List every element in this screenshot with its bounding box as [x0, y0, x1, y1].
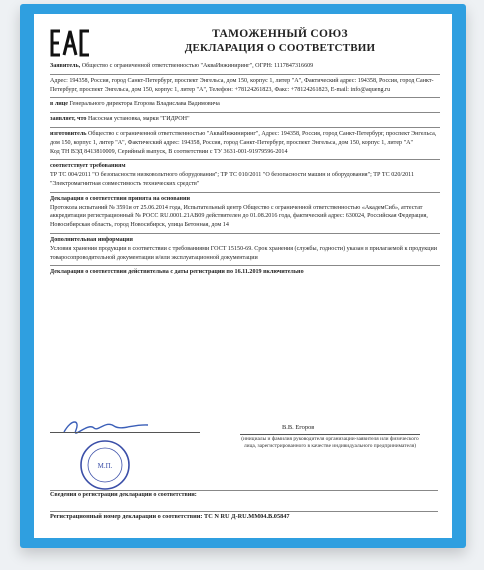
divider: [50, 112, 440, 113]
union-title: ТАМОЖЕННЫЙ СОЮЗ: [212, 28, 348, 40]
divider: [50, 159, 440, 160]
divider: [50, 233, 440, 234]
registration-number: Регистрационный номер декларации о соответствии: ТС N RU Д-RU.ММ04.В.05847: [50, 513, 290, 520]
manufacturer-text: Общество с ограниченной ответственностью "АкваИнжиниринг", Адрес: 194358, Россия, город Санкт-Петербург, проспект Энгельса, дом 150, корпус 1, литер "А", Фактический адрес: 194358, Россия, город Санкт-Петербург, проспект Энгельса, дом 150, корпус 1, литер "А": [50, 130, 437, 146]
declarant-line: [50, 62, 440, 71]
declaration-title: ДЕКЛАРАЦИЯ О СООТВЕТСТВИИ: [184, 42, 376, 54]
product-code: Код ТН ВЭД 8413810009, Серийный выпуск, В соответствии с ТУ 3631-001-91979596-2014: [50, 148, 288, 155]
declaration-body: [50, 62, 440, 277]
requirements-heading: соответствует требованиям: [50, 163, 126, 170]
signature-area: [50, 422, 440, 486]
signature-line: [50, 432, 200, 433]
person-text: Генерального директора Егорова Владислава Вадимовича: [69, 101, 220, 108]
declares-line: [50, 115, 440, 124]
document-frame: [20, 4, 466, 548]
declarant-address: Адрес: 194358, Россия, город Санкт-Петербург, проспект Энгельса, дом 150, корпус 1, литер "А", Фактический адрес: 194358, Россия, город Санкт-Петербург, проспект Энгельса, дом 150, корпус 1, литер "А", Телефон: +78124261823, Факс: +78124261823, E-mail: info@aqueng.ru: [50, 77, 434, 93]
signer-caption: (инициалы и фамилия руководителя организации-заявителя или физического лица, зарегистрированного в качестве индивидуального предпринимателя): [241, 436, 419, 449]
basis-heading: Декларация о соответствии принята на основании: [50, 195, 191, 202]
manufacturer-line: [50, 130, 440, 148]
validity-text: Декларация о соответствии действительна с даты регистрации по 16.11.2019 включительно: [50, 269, 304, 276]
divider: [50, 74, 440, 75]
divider: [50, 192, 440, 193]
additional-text: Условия хранения продукции в соответствии с требованиями ГОСТ 15150-69. Срок хранения (службы, годности) указан в прилагаемой к продукции товаросопроводительной документации и/или эксплуатационной документации: [50, 245, 438, 261]
registration-info-label: Сведения о регистрации декларации о соответствии:: [50, 492, 197, 498]
divider: [50, 97, 440, 98]
additional-heading: Дополнительная информация: [50, 236, 133, 243]
eac-logo-icon: [50, 28, 90, 58]
divider: [50, 127, 440, 128]
divider: [50, 490, 438, 491]
signer-name: В.В. Егоров: [282, 424, 315, 431]
person-line: [50, 100, 440, 109]
declares-label: заявляет, что: [50, 116, 87, 123]
signature-icon: [58, 416, 178, 438]
declares-text: Насосная установка, марки "ГИДРОН": [87, 116, 190, 123]
person-label: в лице: [50, 101, 68, 108]
divider: [50, 265, 440, 266]
stamp-icon: [78, 438, 132, 492]
manufacturer-label: изготовитель: [50, 130, 87, 137]
requirements-text: ТР ТС 004/2011 "О безопасности низковольтного оборудования"; ТР ТС 010/2011 "О безопасности машин и оборудования"; ТР ТС 020/2011 "Электромагнитная совместимость технических средств": [50, 172, 415, 187]
declarant-text: Общество с ограниченной ответственностью "АкваИнжиниринг", ОГРН: 1117847316609: [81, 63, 314, 69]
stamp-label: М.П.: [97, 462, 113, 470]
divider: [50, 511, 438, 512]
basis-text: Протокола испытаний № 3591и от 25.06.2014 года, Испытательный центр Общество с ограниченной ответственностью «АкадемСиб», аттестат аккредитации регистрационный № РОСС RU.0001.21АВ09 действителен до 01.08.2016 года, фактический адрес: 630024, Российская Федерация, Новосибирская область, город Новосибирск, улица Бетонная, дом 14: [50, 204, 428, 229]
declarant-label: Заявитель,: [50, 63, 81, 69]
declaration-document: [34, 14, 452, 538]
